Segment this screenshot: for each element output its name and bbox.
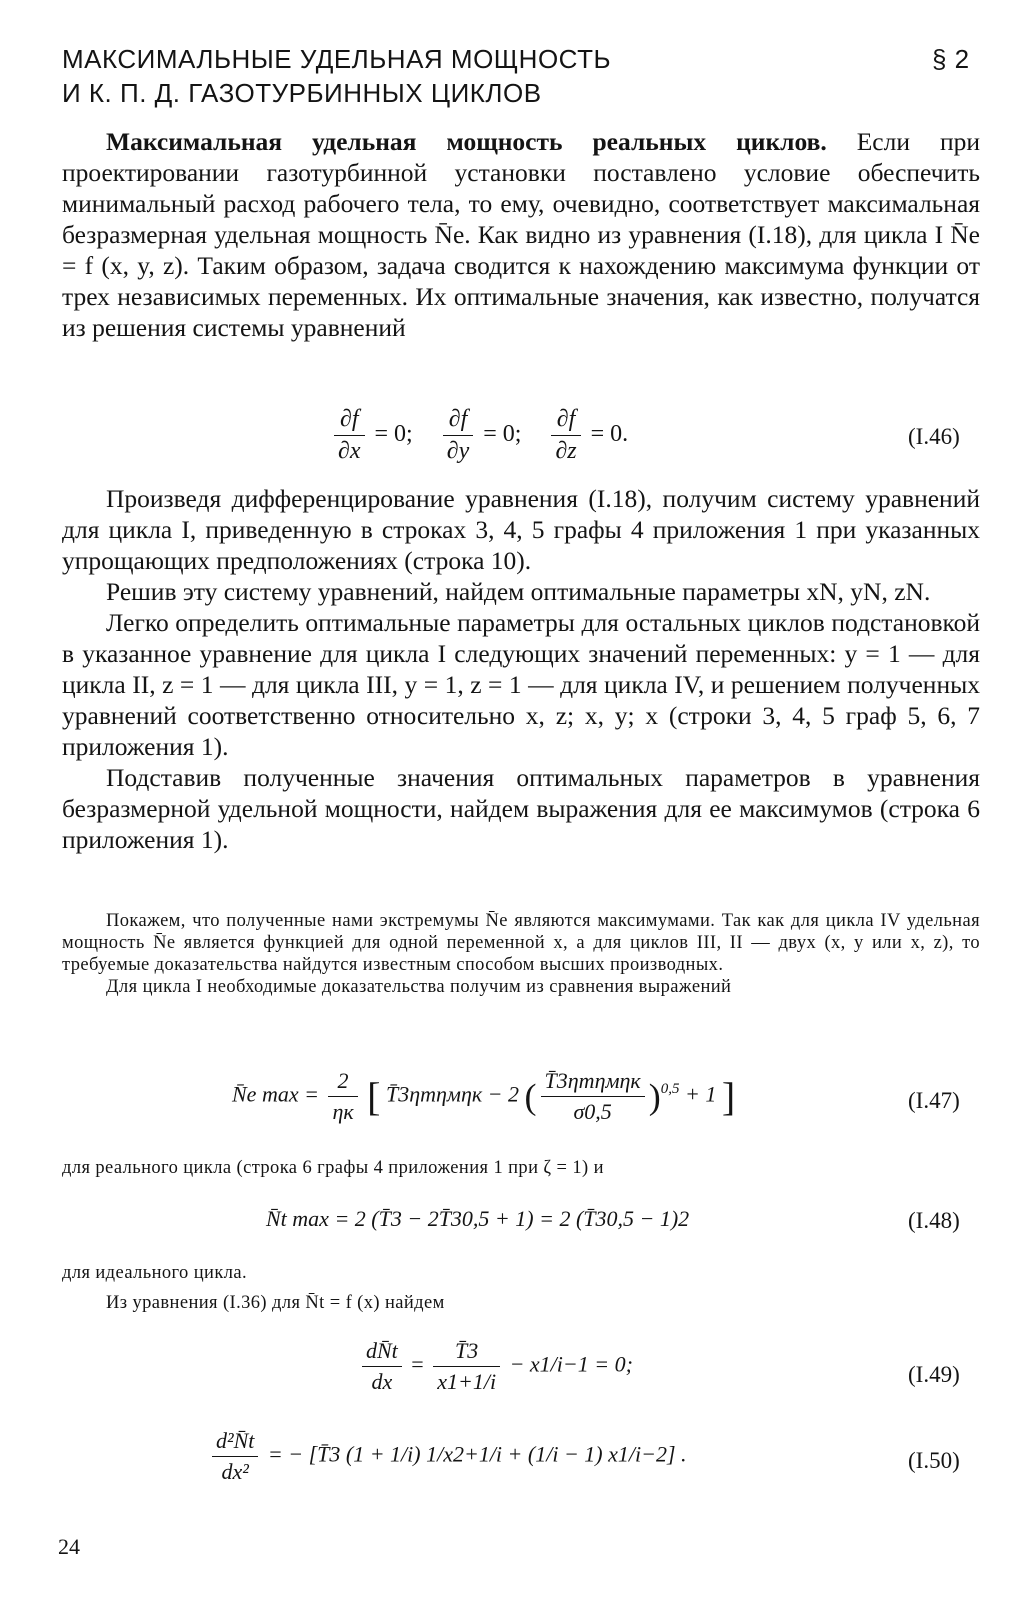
equation-i46: $\frac{\partial f}{\partial x}$ = 0; $\frac{\partial f}{\partial y}$ = 0; $\frac{\partial f}{\partial z}$ = 0. bbox=[330, 406, 628, 465]
running-heading bbox=[62, 42, 611, 110]
paragraph-4: Легко определить оптимальные параметры для остальных циклов подстановкой в указанное уравнение для цикла I следующих значений переменных: y = 1 — для цикла II, z = 1 — для цикла III, y = 1, z = 1 — для цикла IV, и решением полученных уравнений соответственно относительно x, z; x, y; x (строки 3, 4, 5 граф 5, 6, 7 приложения 1). bbox=[62, 608, 980, 761]
equation-i50: $\frac{\text{d²N̄t}}{\text{dx²}}$ = − [T̄3 (1 + 1/i) 1/x2+1/i + (1/i − 1) x1/i−2] . bbox=[208, 1428, 687, 1485]
small-paragraph-1: Покажем, что полученные нами экстремумы N̄e являются максимумами. Так как для цикла IV удельная мощность N̄e является функцией для одной переменной x, а для циклов III, II — двух (x, y или x, z), то требуемые доказательства найдутся известным способом высших производных. bbox=[62, 911, 980, 975]
after-text-48: для идеального цикла. bbox=[62, 1263, 247, 1283]
equation-number-i50: (I.50) bbox=[908, 1448, 960, 1473]
body-block bbox=[62, 483, 980, 855]
equation-i48: N̄t max = 2 (T̄3 − 2T̄30,5 + 1) = 2 (T̄30,5 − 1)2 bbox=[266, 1206, 690, 1231]
equation-number-i47: (I.47) bbox=[908, 1088, 960, 1113]
second-derivative-fraction: $\frac{\text{d²N̄t}}{\text{dx²}}$ bbox=[212, 1428, 258, 1485]
temperature-fraction: $\frac{T̄3}{x1+1/i}$ bbox=[433, 1338, 500, 1395]
paragraph-1 bbox=[62, 126, 980, 343]
paragraph-2: Произведя дифференцирование уравнения (I.18), получим систему уравнений для цикла I, приведенную в строках 3, 4, 5 графы 4 приложения 1 при указанных упрощающих предположениях (строка 10). bbox=[62, 484, 980, 575]
paragraph-3: Решив эту систему уравнений, найдем оптимальные параметры xN, yN, zN. bbox=[106, 577, 931, 606]
equation-number-i49: (I.49) bbox=[908, 1362, 960, 1387]
section-number: § 2 bbox=[932, 44, 970, 74]
page-number: 24 bbox=[58, 1534, 80, 1559]
heading-line-2: И К. П. Д. ГАЗОТУРБИННЫХ ЦИКЛОВ bbox=[62, 78, 542, 108]
paragraph-1-text: Если при проектировании газотурбинной установки поставлено условие обеспечить минимальный расход рабочего тела, то ему, очевидно, соответствует максимальная безразмерная удельная мощность N̄e. Как видно из уравнения (I.18), для цикла I N̄e = f (x, y, z). Таким образом, задача сводится к нахождению максимума функции от трех независимых переменных. Их оптимальные значения, как известно, получатся из решения системы уравнений bbox=[62, 127, 980, 342]
equation-i47: N̄e max = $\frac{2}{\eta к}$ [ T̄3ηтηмηк − 2 ( $\frac{\text{T̄3ηтηмηк}}{\sigma 0,5}$ )$^{0,5}$ + 1 ] bbox=[232, 1068, 736, 1124]
paragraph-5: Подставив полученные значения оптимальных параметров в уравнения безразмерной удельной мощности, найдем выражения для ее максимумов (строка 6 приложения 1). bbox=[62, 763, 980, 854]
between-text-47: для реального цикла (строка 6 графы 4 приложения 1 при ζ = 1) и bbox=[62, 1158, 604, 1178]
inner-fraction: $\frac{\text{T̄3ηтηмηк}}{\sigma 0,5}$ bbox=[541, 1068, 645, 1125]
equation-number-i46: (I.46) bbox=[908, 424, 960, 449]
small-print-block bbox=[62, 910, 980, 998]
heading-line-1: МАКСИМАЛЬНЫЕ УДЕЛЬНАЯ МОЩНОСТЬ bbox=[62, 44, 612, 74]
partial-fraction-x: $\frac{\partial f}{\partial x}$ bbox=[334, 406, 365, 465]
partial-fraction-z: $\frac{\partial f}{\partial z}$ bbox=[551, 406, 580, 465]
paragraph-1-lead: Максимальная удельная мощность реальных циклов. bbox=[106, 127, 827, 156]
derivative-fraction: $\frac{dN̄t}{dx}$ bbox=[362, 1338, 402, 1395]
equation-number-i48: (I.48) bbox=[908, 1208, 960, 1233]
coef-fraction: $\frac{2}{\eta к}$ bbox=[328, 1068, 357, 1125]
small-paragraph-2: Для цикла I необходимые доказательства получим из сравнения выражений bbox=[106, 977, 732, 997]
partial-fraction-y: $\frac{\partial f}{\partial y}$ bbox=[443, 406, 474, 465]
equation-i49: $\frac{dN̄t}{dx}$ = $\frac{T̄3}{x1+1/i}$ − x1/i−1 = 0; bbox=[358, 1338, 633, 1395]
intro-line-49: Из уравнения (I.36) для N̄t = f (x) найдем bbox=[106, 1293, 445, 1313]
